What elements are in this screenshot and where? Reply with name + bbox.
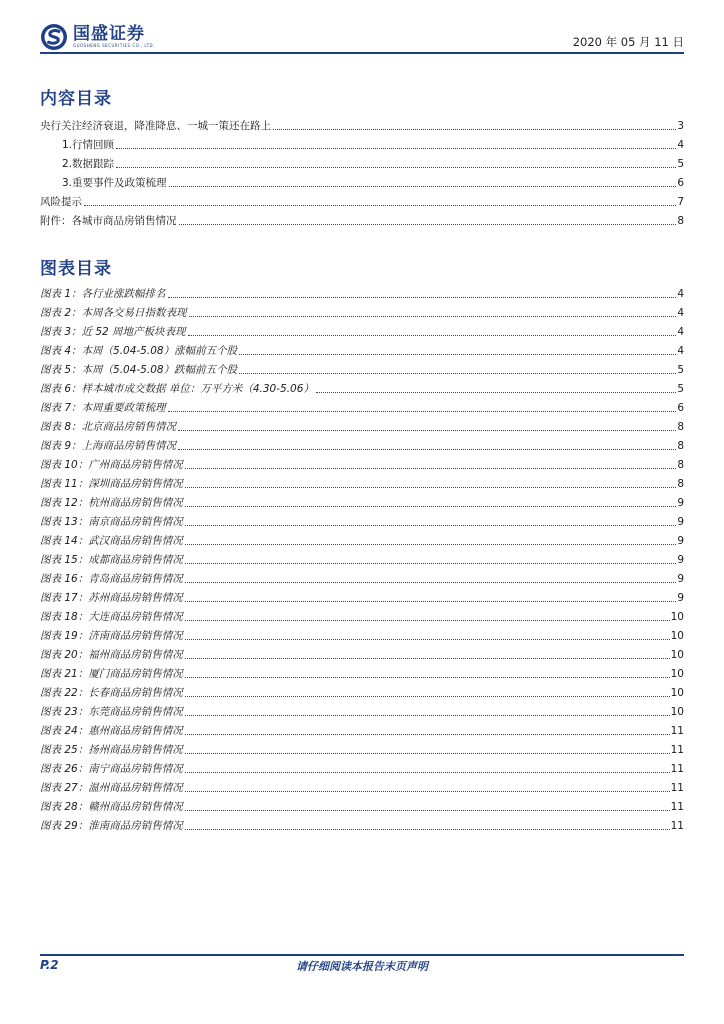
contents-entry-page: 6 bbox=[677, 177, 684, 189]
figure-entry-page: 5 bbox=[677, 364, 684, 376]
figure-entry-label: 图表 14：武汉商品房销售情况 bbox=[40, 535, 183, 547]
dot-leader bbox=[185, 525, 677, 526]
figure-entry-label: 图表 24：惠州商品房销售情况 bbox=[40, 725, 183, 737]
figure-entry[interactable] bbox=[40, 776, 684, 795]
figure-entry-page: 10 bbox=[670, 687, 684, 699]
contents-entry-label: 1.行情回顾 bbox=[62, 139, 115, 151]
contents-entry[interactable] bbox=[40, 152, 684, 171]
dot-leader bbox=[185, 582, 677, 583]
figure-entry-label: 图表 9：上海商品房销售情况 bbox=[40, 440, 177, 452]
figure-entry[interactable] bbox=[40, 814, 684, 833]
figure-entry[interactable] bbox=[40, 301, 684, 320]
figures-title: 图表目录 bbox=[40, 259, 112, 279]
figure-entry-page: 10 bbox=[670, 649, 684, 661]
dot-leader bbox=[188, 335, 677, 336]
dot-leader bbox=[168, 411, 677, 412]
page-header bbox=[40, 20, 684, 54]
dot-leader bbox=[169, 186, 677, 187]
figure-entry-page: 9 bbox=[677, 592, 684, 604]
figure-entry-label: 图表 25：扬州商品房销售情况 bbox=[40, 744, 183, 756]
dot-leader bbox=[185, 696, 670, 697]
figure-entry-page: 9 bbox=[677, 516, 684, 528]
figure-entry-label: 图表 22：长春商品房销售情况 bbox=[40, 687, 183, 699]
figure-entry-page: 4 bbox=[677, 345, 684, 357]
figure-entry-page: 4 bbox=[677, 326, 684, 338]
figure-entry[interactable] bbox=[40, 605, 684, 624]
dot-leader bbox=[185, 468, 677, 469]
contents-entry-label: 附件：各城市商品房销售情况 bbox=[40, 215, 177, 227]
page-number: P.2 bbox=[40, 958, 59, 972]
figure-entry-page: 9 bbox=[677, 535, 684, 547]
figure-entry[interactable] bbox=[40, 624, 684, 643]
figure-entry-page: 4 bbox=[677, 307, 684, 319]
figure-entry[interactable] bbox=[40, 415, 684, 434]
header-rule bbox=[40, 52, 684, 54]
figure-entry[interactable] bbox=[40, 548, 684, 567]
contents-entry[interactable] bbox=[40, 209, 684, 228]
figure-entry-label: 图表 10：广州商品房销售情况 bbox=[40, 459, 183, 471]
figure-entry-label: 图表 11：深圳商品房销售情况 bbox=[40, 478, 183, 490]
brand-logo bbox=[40, 22, 155, 52]
report-date: 2020 年 05 月 11 日 bbox=[572, 35, 684, 49]
figure-entry[interactable] bbox=[40, 795, 684, 814]
dot-leader bbox=[185, 506, 677, 507]
dot-leader bbox=[84, 205, 676, 206]
dot-leader bbox=[185, 810, 670, 811]
contents-list bbox=[40, 114, 684, 228]
figure-entry-label: 图表 18：大连商品房销售情况 bbox=[40, 611, 183, 623]
contents-entry-page: 8 bbox=[677, 215, 684, 227]
dot-leader bbox=[316, 392, 676, 393]
figure-entry[interactable] bbox=[40, 586, 684, 605]
dot-leader bbox=[168, 297, 677, 298]
contents-title: 内容目录 bbox=[40, 89, 112, 109]
guosheng-logo-icon bbox=[40, 23, 68, 51]
figure-entry[interactable] bbox=[40, 320, 684, 339]
figure-entry-page: 10 bbox=[670, 668, 684, 680]
dot-leader bbox=[185, 487, 677, 488]
figure-entry-label: 图表 1：各行业涨跌幅排名 bbox=[40, 288, 166, 300]
figure-entry-label: 图表 4：本周（5.04-5.08）涨幅前五个股 bbox=[40, 345, 238, 357]
brand-name-en: GUOSHENG SECURITIES CO., LTD. bbox=[73, 43, 155, 48]
figure-entry[interactable] bbox=[40, 681, 684, 700]
figure-entry[interactable] bbox=[40, 719, 684, 738]
figure-entry-label: 图表 12：杭州商品房销售情况 bbox=[40, 497, 183, 509]
figure-entry-label: 图表 8：北京商品房销售情况 bbox=[40, 421, 177, 433]
figure-entry-label: 图表 27：温州商品房销售情况 bbox=[40, 782, 183, 794]
dot-leader bbox=[239, 373, 676, 374]
dot-leader bbox=[179, 224, 677, 225]
figure-entry-page: 4 bbox=[677, 288, 684, 300]
dot-leader bbox=[185, 658, 670, 659]
figure-entry-label: 图表 26：南宁商品房销售情况 bbox=[40, 763, 183, 775]
figure-entry-label: 图表 15：成都商品房销售情况 bbox=[40, 554, 183, 566]
figure-entry-label: 图表 28：赣州商品房销售情况 bbox=[40, 801, 183, 813]
figure-entry[interactable] bbox=[40, 339, 684, 358]
figure-entry-label: 图表 13：南京商品房销售情况 bbox=[40, 516, 183, 528]
figure-entry-page: 11 bbox=[670, 725, 684, 737]
figure-entry-label: 图表 6：样本城市成交数据 单位：万平方米（4.30-5.06） bbox=[40, 383, 314, 395]
figure-entry-label: 图表 21：厦门商品房销售情况 bbox=[40, 668, 183, 680]
figure-entry-page: 8 bbox=[677, 421, 684, 433]
figure-entry-page: 8 bbox=[677, 478, 684, 490]
figure-entry[interactable] bbox=[40, 396, 684, 415]
figure-entry-label: 图表 16：青岛商品房销售情况 bbox=[40, 573, 183, 585]
figure-entry-page: 10 bbox=[670, 630, 684, 642]
figures-list bbox=[40, 282, 684, 833]
dot-leader bbox=[116, 167, 676, 168]
contents-entry[interactable] bbox=[40, 114, 684, 133]
dot-leader bbox=[185, 772, 670, 773]
figure-entry[interactable] bbox=[40, 529, 684, 548]
figure-entry-page: 8 bbox=[677, 459, 684, 471]
figure-entry-page: 11 bbox=[670, 782, 684, 794]
dot-leader bbox=[185, 715, 670, 716]
dot-leader bbox=[185, 734, 670, 735]
dot-leader bbox=[185, 601, 677, 602]
figure-entry-label: 图表 19：济南商品房销售情况 bbox=[40, 630, 183, 642]
figure-entry-page: 5 bbox=[677, 383, 684, 395]
figure-entry-page: 10 bbox=[670, 706, 684, 718]
figure-entry[interactable] bbox=[40, 453, 684, 472]
contents-entry-page: 5 bbox=[677, 158, 684, 170]
footer-rule bbox=[40, 954, 684, 956]
dot-leader bbox=[178, 449, 676, 450]
contents-entry[interactable] bbox=[40, 133, 684, 152]
contents-entry-label: 央行关注经济衰退，降准降息、一城一策还在路上 bbox=[40, 120, 271, 132]
dot-leader bbox=[185, 791, 670, 792]
dot-leader bbox=[185, 620, 670, 621]
figure-entry-label: 图表 7：本周重要政策梳理 bbox=[40, 402, 166, 414]
figure-entry[interactable] bbox=[40, 643, 684, 662]
contents-entry-label: 风险提示 bbox=[40, 196, 82, 208]
footer-disclaimer: 请仔细阅读本报告末页声明 bbox=[296, 960, 428, 973]
figure-entry-label: 图表 20：福州商品房销售情况 bbox=[40, 649, 183, 661]
figure-entry[interactable] bbox=[40, 491, 684, 510]
figure-entry-label: 图表 23：东莞商品房销售情况 bbox=[40, 706, 183, 718]
figure-entry[interactable] bbox=[40, 738, 684, 757]
figure-entry-page: 11 bbox=[670, 820, 684, 832]
contents-entry-page: 4 bbox=[677, 139, 684, 151]
figure-entry-page: 11 bbox=[670, 801, 684, 813]
figure-entry[interactable] bbox=[40, 662, 684, 681]
contents-entry-page: 3 bbox=[677, 120, 684, 132]
figure-entry[interactable] bbox=[40, 567, 684, 586]
figure-entry-page: 11 bbox=[670, 744, 684, 756]
dot-leader bbox=[185, 677, 670, 678]
dot-leader bbox=[185, 563, 677, 564]
figure-entry-page: 9 bbox=[677, 573, 684, 585]
figure-entry-label: 图表 17：苏州商品房销售情况 bbox=[40, 592, 183, 604]
dot-leader bbox=[185, 829, 670, 830]
dot-leader bbox=[239, 354, 676, 355]
figure-entry-page: 6 bbox=[677, 402, 684, 414]
dot-leader bbox=[185, 753, 670, 754]
figure-entry[interactable] bbox=[40, 757, 684, 776]
dot-leader bbox=[189, 316, 677, 317]
figure-entry-page: 8 bbox=[677, 440, 684, 452]
dot-leader bbox=[185, 639, 670, 640]
dot-leader bbox=[178, 430, 676, 431]
contents-entry-page: 7 bbox=[677, 196, 684, 208]
figure-entry[interactable] bbox=[40, 358, 684, 377]
contents-entry[interactable] bbox=[40, 171, 684, 190]
figure-entry-label: 图表 5：本周（5.04-5.08）跌幅前五个股 bbox=[40, 364, 238, 376]
figure-entry-label: 图表 3：近 52 周地产板块表现 bbox=[40, 326, 186, 338]
figure-entry[interactable] bbox=[40, 377, 684, 396]
dot-leader bbox=[116, 148, 676, 149]
figure-entry-label: 图表 2：本周各交易日指数表现 bbox=[40, 307, 187, 319]
figure-entry-page: 9 bbox=[677, 554, 684, 566]
figure-entry-page: 10 bbox=[670, 611, 684, 623]
figure-entry[interactable] bbox=[40, 510, 684, 529]
figure-entry[interactable] bbox=[40, 700, 684, 719]
figure-entry[interactable] bbox=[40, 472, 684, 491]
figure-entry[interactable] bbox=[40, 434, 684, 453]
brand-name-cn: 国盛证券 bbox=[73, 24, 145, 44]
contents-entry-label: 2.数据跟踪 bbox=[62, 158, 115, 170]
dot-leader bbox=[185, 544, 677, 545]
figure-entry-label: 图表 29：淮南商品房销售情况 bbox=[40, 820, 183, 832]
dot-leader bbox=[273, 129, 676, 130]
contents-entry-label: 3.重要事件及政策梳理 bbox=[62, 177, 167, 189]
contents-entry[interactable] bbox=[40, 190, 684, 209]
figure-entry-page: 11 bbox=[670, 763, 684, 775]
figure-entry-page: 9 bbox=[677, 497, 684, 509]
figure-entry[interactable] bbox=[40, 282, 684, 301]
